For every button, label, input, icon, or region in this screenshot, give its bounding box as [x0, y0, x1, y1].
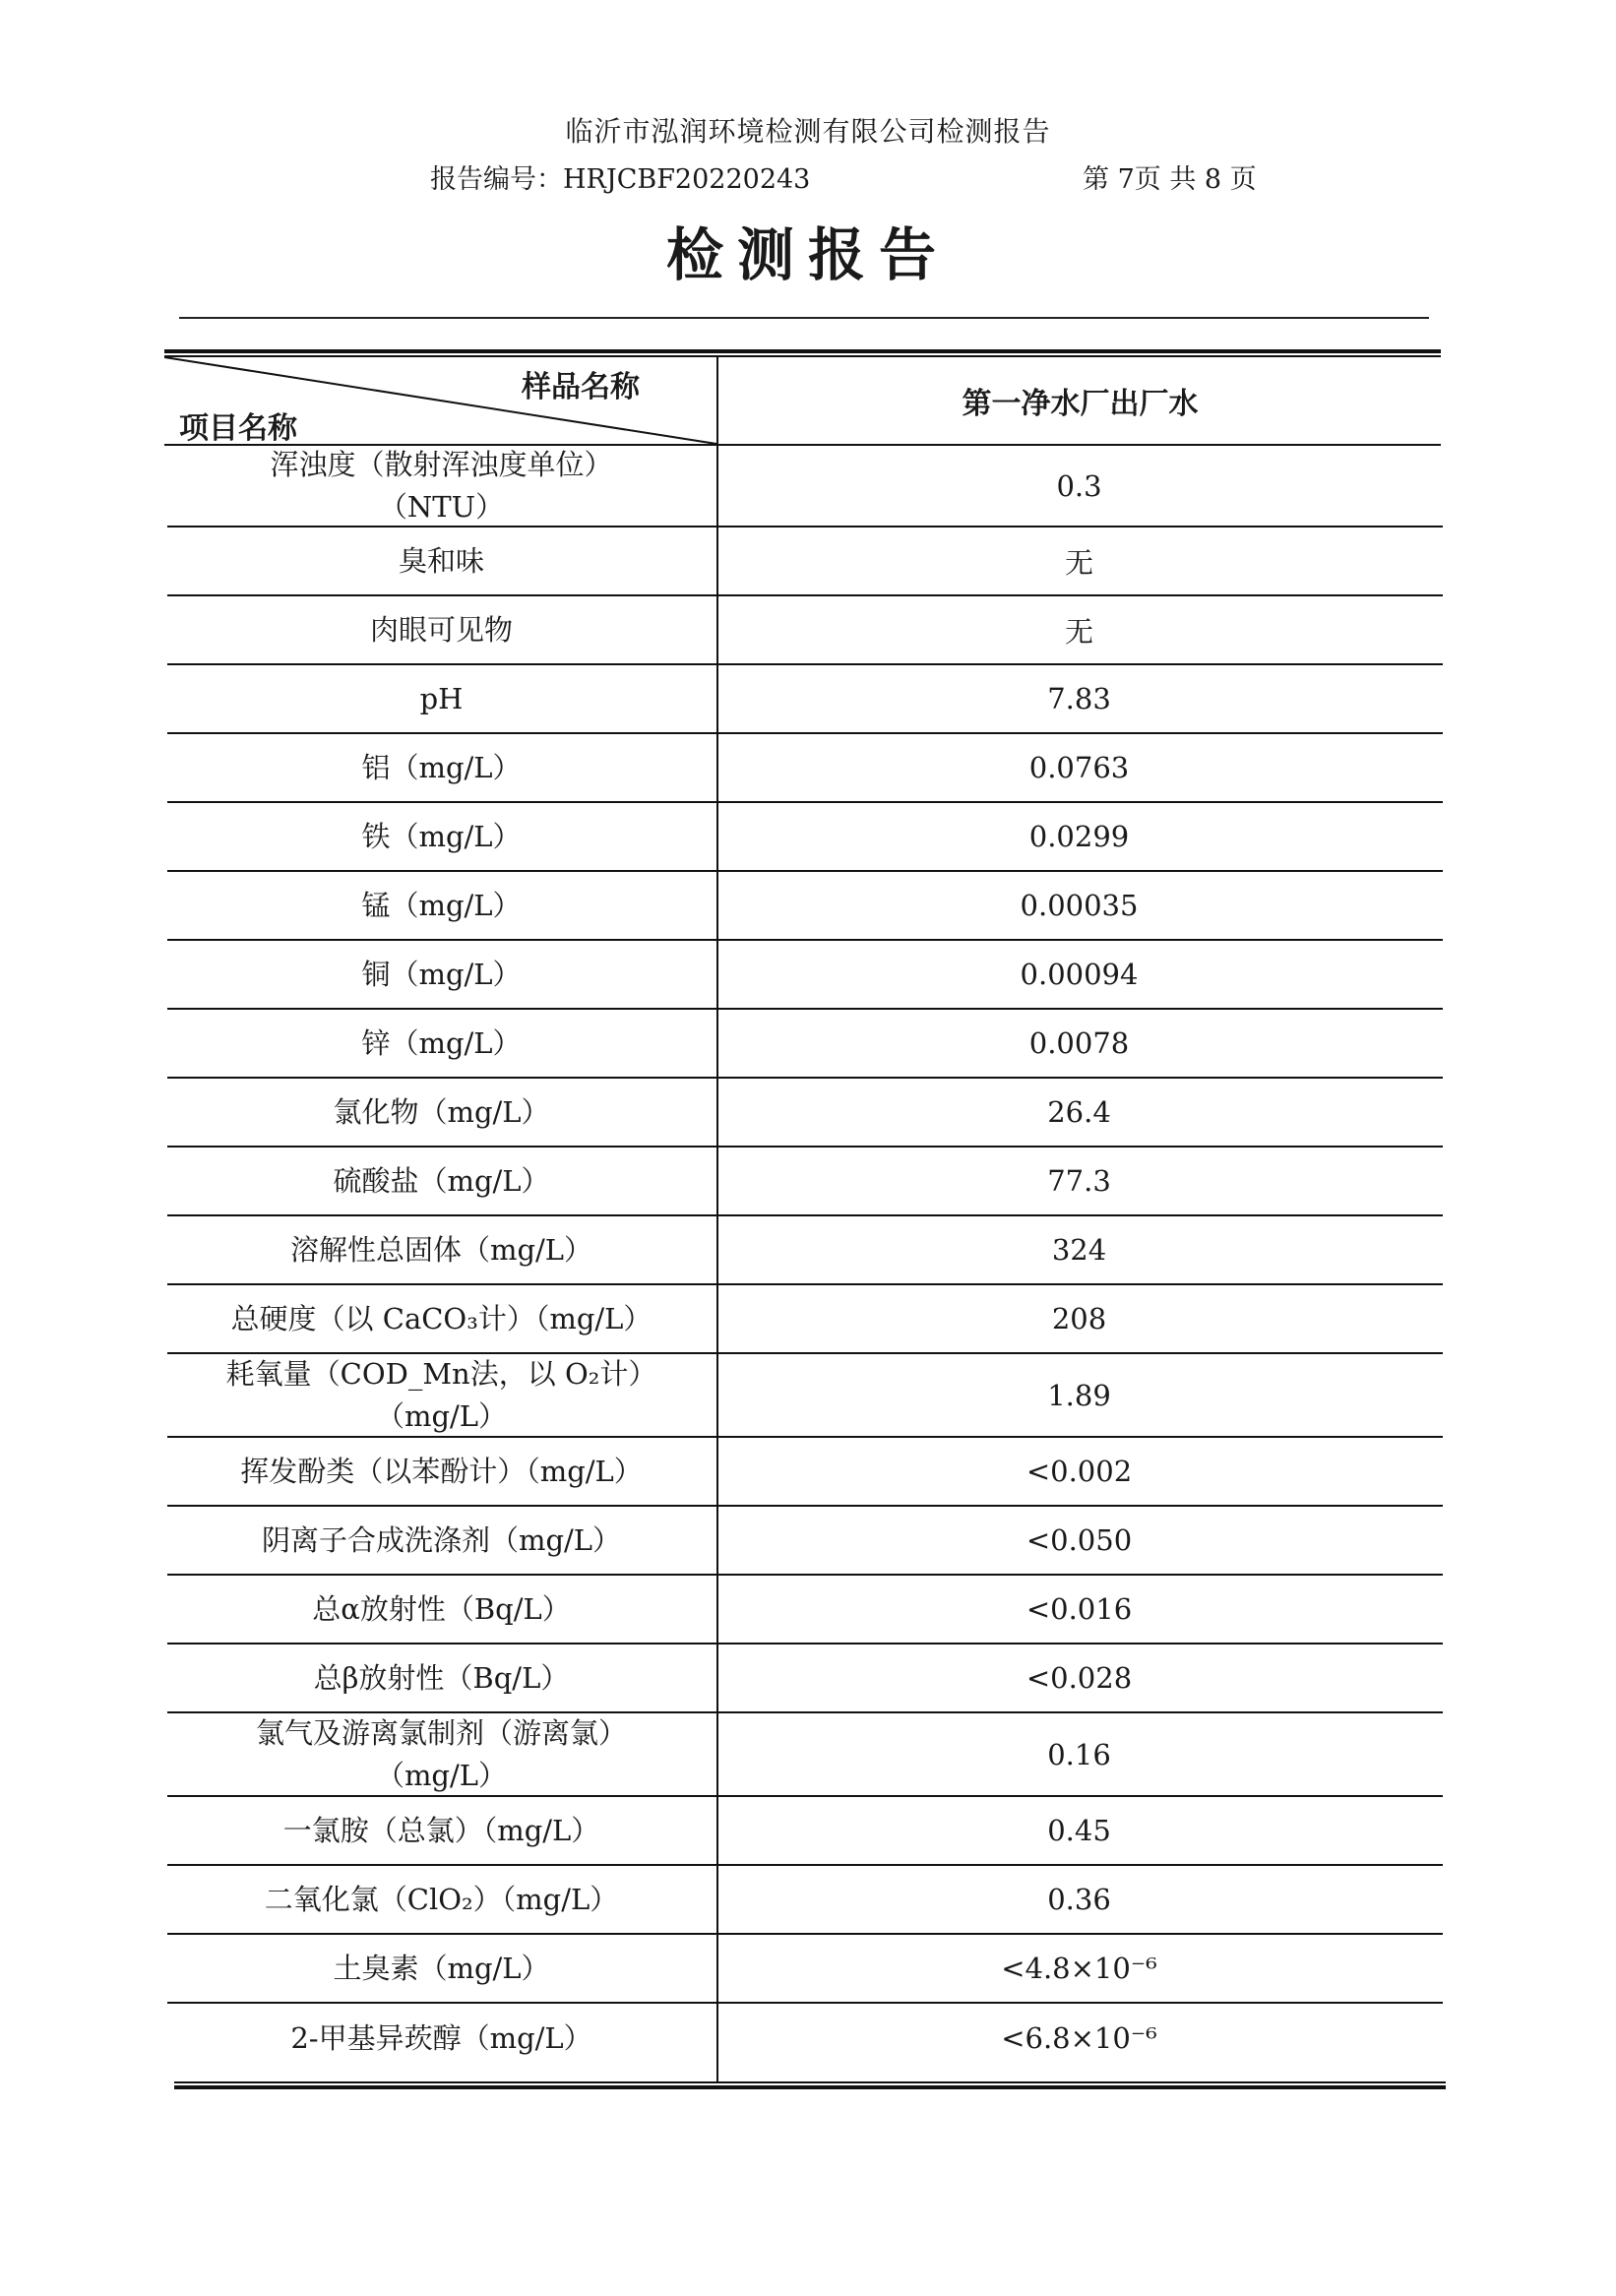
- result-value-cell: <0.002: [1026, 1455, 1133, 1488]
- table-row: [167, 1866, 1443, 1935]
- result-value-cell: 0.3: [1056, 468, 1102, 503]
- result-value-cell: 1.89: [1047, 1378, 1111, 1412]
- item-name-cell: 浑浊度（散射浑浊度单位） （NTU）: [270, 448, 613, 524]
- result-value-cell: 0.45: [1047, 1814, 1111, 1847]
- table-bottom-rule: [174, 2081, 1446, 2089]
- item-name-cell: 肉眼可见物: [369, 612, 513, 647]
- item-name-cell: 溶解性总固体（mg/L）: [289, 1232, 593, 1267]
- result-value-cell: 26.4: [1047, 1095, 1111, 1129]
- table-row: [167, 1010, 1443, 1079]
- result-value-cell: 7.83: [1047, 682, 1111, 715]
- company-line: 临沂市泓润环境检测有限公司检测报告: [565, 115, 1051, 148]
- table-row: [167, 1079, 1443, 1148]
- item-name-cell: 臭和味: [398, 543, 484, 578]
- result-value-cell: 0.0763: [1028, 751, 1130, 784]
- result-value-cell: 0.00094: [1020, 958, 1139, 991]
- result-value-cell: 0.36: [1047, 1883, 1111, 1916]
- item-name-cell: 挥发酚类（以苯酚计）（mg/L）: [240, 1454, 643, 1488]
- result-value-cell: <0.050: [1026, 1523, 1133, 1557]
- item-name-cell: 二氧化氯（ClO₂）（mg/L）: [264, 1882, 619, 1916]
- table-row: [167, 1148, 1443, 1216]
- item-name-cell: 总β放射性（Bq/L）: [313, 1660, 570, 1695]
- table-row: [167, 665, 1443, 734]
- page-info: 第 7页 共 8 页: [1083, 164, 1257, 195]
- sample-name: 第一净水厂出厂水: [962, 387, 1199, 421]
- result-value-cell: 208: [1051, 1302, 1107, 1335]
- table-row: [167, 446, 1443, 527]
- item-name-cell: 一氯胺（总氯）（mg/L）: [282, 1813, 600, 1847]
- table-row: [167, 596, 1443, 665]
- table-row: [167, 1576, 1443, 1644]
- item-name-cell: 硫酸盐（mg/L）: [333, 1163, 550, 1198]
- item-name-cell: 铝（mg/L）: [361, 750, 522, 784]
- item-name-cell: 氯化物（mg/L）: [333, 1094, 550, 1129]
- results-table: [167, 446, 1443, 2073]
- report-number: 报告编号：HRJCBF20220243: [430, 164, 811, 195]
- table-row: [167, 1285, 1443, 1354]
- header-sample-label: 样品名称: [522, 370, 640, 404]
- item-name-cell: 2-甲基异莰醇（mg/L）: [290, 2020, 592, 2055]
- result-value-cell: <0.028: [1026, 1661, 1133, 1695]
- result-value-cell: 0.00035: [1020, 889, 1139, 922]
- result-value-cell: 0.16: [1047, 1737, 1111, 1771]
- table-row: [167, 1713, 1443, 1797]
- item-name-cell: 总α放射性（Bq/L）: [312, 1591, 571, 1626]
- item-name-cell: 氯气及游离氯制剂（游离氯） （mg/L）: [255, 1716, 627, 1792]
- item-name-cell: pH: [419, 681, 464, 715]
- table-row: [167, 1507, 1443, 1576]
- item-name-cell: 锌（mg/L）: [361, 1025, 522, 1060]
- item-name-cell: 土臭素（mg/L）: [333, 1951, 550, 1985]
- item-name-cell: 铁（mg/L）: [361, 819, 522, 853]
- result-value-cell: 无: [1064, 545, 1093, 580]
- result-value-cell: <0.016: [1026, 1592, 1133, 1626]
- table-row: [167, 1644, 1443, 1713]
- table-row: [167, 1797, 1443, 1866]
- table-row: [167, 734, 1443, 803]
- table-row: [167, 1438, 1443, 1507]
- result-value-cell: 324: [1051, 1233, 1107, 1267]
- table-row: [167, 1935, 1443, 2004]
- item-name-cell: 阴离子合成洗涤剂（mg/L）: [261, 1522, 622, 1557]
- result-value-cell: 77.3: [1047, 1164, 1111, 1198]
- result-value-cell: 0.0299: [1028, 820, 1130, 853]
- result-value-cell: <4.8×10⁻⁶: [1001, 1952, 1157, 1985]
- item-name-cell: 耗氧量（COD_Mn法，以 O₂计） （mg/L）: [225, 1357, 657, 1433]
- title-rule: [179, 317, 1429, 319]
- item-name-cell: 锰（mg/L）: [361, 888, 522, 922]
- table-top-rule: [164, 349, 1441, 357]
- table-row: [167, 941, 1443, 1010]
- table-row: [167, 2004, 1443, 2073]
- result-value-cell: <6.8×10⁻⁶: [1001, 2021, 1157, 2055]
- item-name-cell: 铜（mg/L）: [361, 957, 522, 991]
- result-value-cell: 无: [1064, 614, 1093, 649]
- header-item-label: 项目名称: [179, 411, 297, 446]
- item-name-cell: 总硬度（以 CaCO₃计）（mg/L）: [230, 1301, 653, 1335]
- table-row: [167, 803, 1443, 872]
- table-row: [167, 527, 1443, 596]
- table-row: [167, 872, 1443, 941]
- table-row: [167, 1354, 1443, 1438]
- table-row: [167, 1216, 1443, 1285]
- result-value-cell: 0.0078: [1028, 1026, 1130, 1060]
- page-title: 检测报告: [665, 221, 950, 288]
